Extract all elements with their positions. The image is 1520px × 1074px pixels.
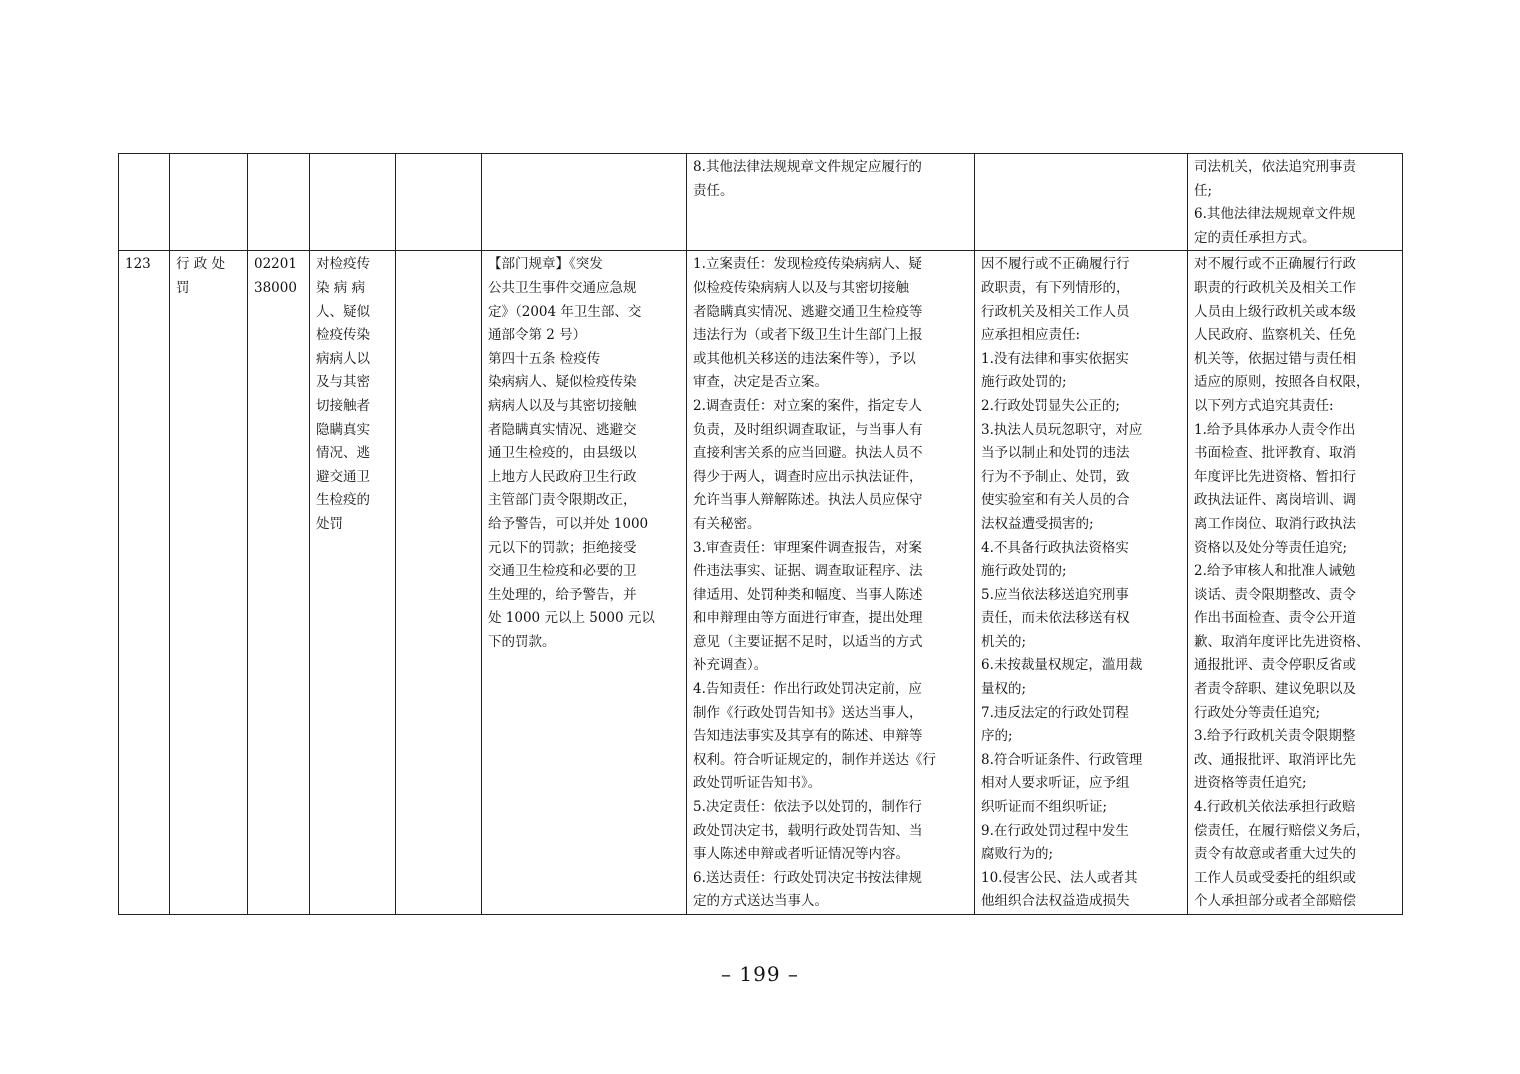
text-line: 生处理的，给予警告，并 — [488, 586, 637, 603]
text-line: 8.其他法律法规规章文件规定应履行的 — [693, 159, 922, 175]
text-line: 似检疫传染病病人以及与其密切接触 — [693, 279, 909, 296]
text-line: 者责令辞职、建议免职以及 — [1194, 681, 1356, 698]
cell-empty — [170, 154, 248, 251]
text-line: 3.审查责任：审理案件调查报告，对案 — [693, 539, 922, 556]
text-line: 对检疫传 — [316, 256, 370, 273]
text-line: 因不履行或不正确履行行 — [981, 256, 1130, 273]
text-line: 法权益遭受损害的; — [981, 515, 1094, 532]
text-line: 5.应当依法移送追究刑事 — [981, 586, 1129, 603]
text-line: 定的责任承担方式。 — [1194, 229, 1316, 246]
text-line: 对不履行或不正确履行行政 — [1194, 256, 1356, 273]
text-line: 下的罚款。 — [488, 633, 556, 650]
text-line: 司法机关，依法追究刑事责 — [1194, 159, 1356, 175]
text-line: 机关等，依据过错与责任相 — [1194, 350, 1356, 367]
text-line: 上地方人民政府卫生行政 — [488, 468, 637, 485]
text-line: 工作人员或受委托的组织或 — [1194, 869, 1356, 886]
text-line: 他组织合法权益造成损失 — [981, 893, 1130, 910]
text-line: 责任。 — [693, 182, 734, 199]
duty-cell-continued — [687, 154, 975, 251]
text-line: 7.违反法定的行政处罚程 — [981, 704, 1129, 721]
text-line: 作出书面检查、责令公开道 — [1194, 610, 1356, 627]
cell-empty — [310, 154, 396, 251]
text-line: 切接触者 — [316, 397, 370, 414]
cell-empty — [975, 154, 1188, 251]
text-line: 权利。符合听证规定的，制作并送达《行 — [693, 751, 936, 768]
legal-basis-cell — [482, 251, 687, 915]
text-line: 离工作岗位、取消行政执法 — [1194, 515, 1356, 532]
duty-cell — [687, 251, 975, 915]
text-line: 3.给予行政机关责令限期整 — [1194, 728, 1356, 745]
text-line: 隐瞒真实 — [316, 421, 370, 438]
text-line: 使实验室和有关人员的合 — [981, 492, 1130, 509]
text-line: 任; — [1194, 182, 1213, 199]
text-line: 10.侵害公民、法人或者其 — [981, 869, 1138, 886]
responsibility-table — [118, 153, 1403, 915]
text-line: 8.符合听证条件、行政管理 — [981, 751, 1143, 768]
text-line: 个人承担部分或者全部赔偿 — [1194, 893, 1356, 910]
text-line: 给予警告，可以并处 1000 — [488, 515, 649, 532]
text-line: 病病人以 — [316, 350, 370, 367]
cell-empty — [119, 154, 170, 251]
text-line: 生检疫的 — [316, 492, 370, 509]
text-line: 6.送达责任：行政处罚决定书按法律规 — [693, 869, 922, 886]
text-line: 政处罚听证告知书》。 — [693, 775, 822, 792]
text-line: 定》（2004 年卫生部、交 — [488, 303, 642, 320]
text-line: 罚 — [176, 279, 190, 296]
liability-cell — [975, 251, 1188, 915]
text-line: 审查，决定是否立案。 — [693, 374, 828, 391]
text-line: 6.其他法律法规规章文件规 — [1194, 206, 1356, 223]
text-line: 处罚 — [316, 515, 343, 532]
row-number: 123 — [119, 251, 170, 915]
text-line: 定的方式送达当事人。 — [693, 893, 828, 910]
text-line: 者隐瞒真实情况、逃避交 — [488, 421, 637, 438]
text-line: 当予以制止和处罚的违法 — [981, 445, 1130, 462]
text-line: 件违法事实、证据、调查取证程序、法 — [693, 563, 923, 580]
text-line: 情况、逃 — [316, 445, 370, 462]
cell-empty — [396, 154, 482, 251]
text-line: 适应的原则，按照各自权限， — [1194, 374, 1370, 391]
code-cell — [248, 251, 310, 915]
text-line: 制作《行政处罚告知书》送达当事人， — [693, 704, 923, 721]
accountability-cell — [1188, 251, 1403, 915]
text-line: 公共卫生事件交通应急规 — [488, 279, 637, 296]
text-line: 第四十五条 检疫传 — [488, 350, 601, 367]
text-line: 和申辩理由等方面进行审查，提出处理 — [693, 610, 923, 627]
text-line: 38000 — [254, 279, 297, 296]
text-line: 02201 — [254, 256, 297, 273]
text-line: 序的; — [981, 728, 1013, 745]
text-line: 直接利害关系的应当回避。执法人员不 — [693, 445, 923, 462]
text-line: 应承担相应责任: — [981, 327, 1081, 344]
text-line: 通部令第 2 号） — [488, 327, 587, 344]
text-line: 1.没有法律和事实依据实 — [981, 350, 1129, 367]
text-line: 【部门规章】《突发 — [488, 256, 603, 273]
text-line: 职责的行政机关及相关工作 — [1194, 279, 1356, 296]
page-number: – 199 – — [721, 962, 799, 986]
text-line: 1.给予具体承办人责令作出 — [1194, 421, 1356, 438]
text-line: 交通卫生检疫和必要的卫 — [488, 563, 637, 580]
text-line: 主管部门责令限期改正， — [488, 492, 637, 509]
text-line: 行 政 处 — [176, 256, 226, 273]
text-line: 谈话、责令限期整改、责令 — [1194, 586, 1356, 603]
text-line: 人、疑似 — [316, 303, 370, 320]
text-line: 病病人以及与其密切接触 — [488, 397, 637, 414]
text-line: 处 1000 元以上 5000 元以 — [488, 610, 655, 627]
text-line: 进资格等责任追究; — [1194, 775, 1307, 792]
text-line: 负责，及时组织调查取证，与当事人有 — [693, 421, 923, 438]
text-line: 违法行为（或者下级卫生计生部门上报 — [693, 327, 923, 344]
text-line: 5.决定责任：依法予以处罚的，制作行 — [693, 799, 922, 816]
text-line: 施行政处罚的; — [981, 563, 1067, 580]
accountability-cell-continued — [1188, 154, 1403, 251]
cell-empty — [482, 154, 687, 251]
text-line: 或其他机关移送的违法案件等），予以 — [693, 350, 916, 367]
text-line: 3.执法人员玩忽职守，对应 — [981, 421, 1143, 438]
text-line: 2.给予审核人和批准人诫勉 — [1194, 563, 1356, 580]
text-line: 偿责任，在履行赔偿义务后， — [1194, 822, 1370, 839]
text-line: 通报批评、责令停职反省或 — [1194, 657, 1356, 674]
text-line: 机关的; — [981, 633, 1027, 650]
text-line: 人员由上级行政机关或本级 — [1194, 303, 1356, 320]
sub-item-cell — [396, 251, 482, 915]
text-line: 事人陈述申辩或者听证情况等内容。 — [693, 846, 909, 863]
text-line: 织听证而不组织听证; — [981, 799, 1108, 816]
text-line: 2.调查责任：对立案的案件，指定专人 — [693, 397, 922, 414]
table-row-continuation — [119, 154, 1403, 251]
text-line: 告知违法事实及其享有的陈述、申辩等 — [693, 728, 923, 745]
text-line: 通卫生检疫的，由县级以 — [488, 445, 637, 462]
text-line: 允许当事人辩解陈述。执法人员应保守 — [693, 492, 923, 509]
cell-empty — [248, 154, 310, 251]
text-line: 4.不具备行政执法资格实 — [981, 539, 1129, 556]
text-line: 及与其密 — [316, 374, 370, 391]
text-line: 避交通卫 — [316, 468, 370, 485]
text-line: 检疫传染 — [316, 327, 370, 344]
category-cell — [170, 251, 248, 915]
text-line: 元以下的罚款；拒绝接受 — [488, 539, 637, 556]
text-line: 行为不予制止、处罚，致 — [981, 468, 1130, 485]
text-line: 9.在行政处罚过程中发生 — [981, 822, 1129, 839]
text-line: 施行政处罚的; — [981, 374, 1067, 391]
item-name-cell — [310, 251, 396, 915]
text-line: 1.立案责任：发现检疫传染病病人、疑 — [693, 256, 922, 273]
text-line: 量权的; — [981, 681, 1027, 698]
text-line: 以下列方式追究其责任: — [1194, 397, 1334, 414]
text-line: 年度评比先进资格、暂扣行 — [1194, 468, 1356, 485]
text-line: 书面检查、批评教育、取消 — [1194, 445, 1356, 462]
text-line: 改、通报批评、取消评比先 — [1194, 751, 1356, 768]
text-line: 政执法证件、离岗培训、调 — [1194, 492, 1356, 509]
text-line: 4.告知责任：作出行政处罚决定前，应 — [693, 681, 922, 698]
text-line: 意见（主要证据不足时，以适当的方式 — [693, 633, 923, 650]
text-line: 腐败行为的; — [981, 846, 1054, 863]
text-line: 6.未按裁量权规定，滥用裁 — [981, 657, 1143, 674]
table-row-123 — [119, 251, 1403, 915]
text-line: 责令有故意或者重大过失的 — [1194, 846, 1356, 863]
text-line: 律适用、处罚种类和幅度、当事人陈述 — [693, 586, 923, 603]
text-line: 资格以及处分等责任追究; — [1194, 539, 1348, 556]
text-line: 染 病 病 — [316, 279, 366, 296]
text-line: 有关秘密。 — [693, 515, 761, 532]
text-line: 人民政府、监察机关、任免 — [1194, 327, 1356, 344]
text-line: 行政机关及相关工作人员 — [981, 303, 1130, 320]
text-line: 染病病人、疑似检疫传染 — [488, 374, 637, 391]
text-line: 者隐瞒真实情况、逃避交通卫生检疫等 — [693, 303, 923, 320]
text-line: 相对人要求听证，应予组 — [981, 775, 1130, 792]
text-line: 歉、取消年度评比先进资格、 — [1194, 633, 1370, 650]
text-line: 得少于两人，调查时应出示执法证件， — [693, 468, 923, 485]
text-line: 政处罚决定书，载明行政处罚告知、当 — [693, 822, 923, 839]
text-line: 4.行政机关依法承担行政赔 — [1194, 799, 1356, 816]
text-line: 政职责，有下列情形的， — [981, 279, 1130, 296]
text-line: 补充调查）。 — [693, 657, 768, 674]
text-line: 责任，而未依法移送有权 — [981, 610, 1130, 627]
text-line: 行政处分等责任追究; — [1194, 704, 1321, 721]
text-line: 2.行政处罚显失公正的; — [981, 397, 1120, 414]
